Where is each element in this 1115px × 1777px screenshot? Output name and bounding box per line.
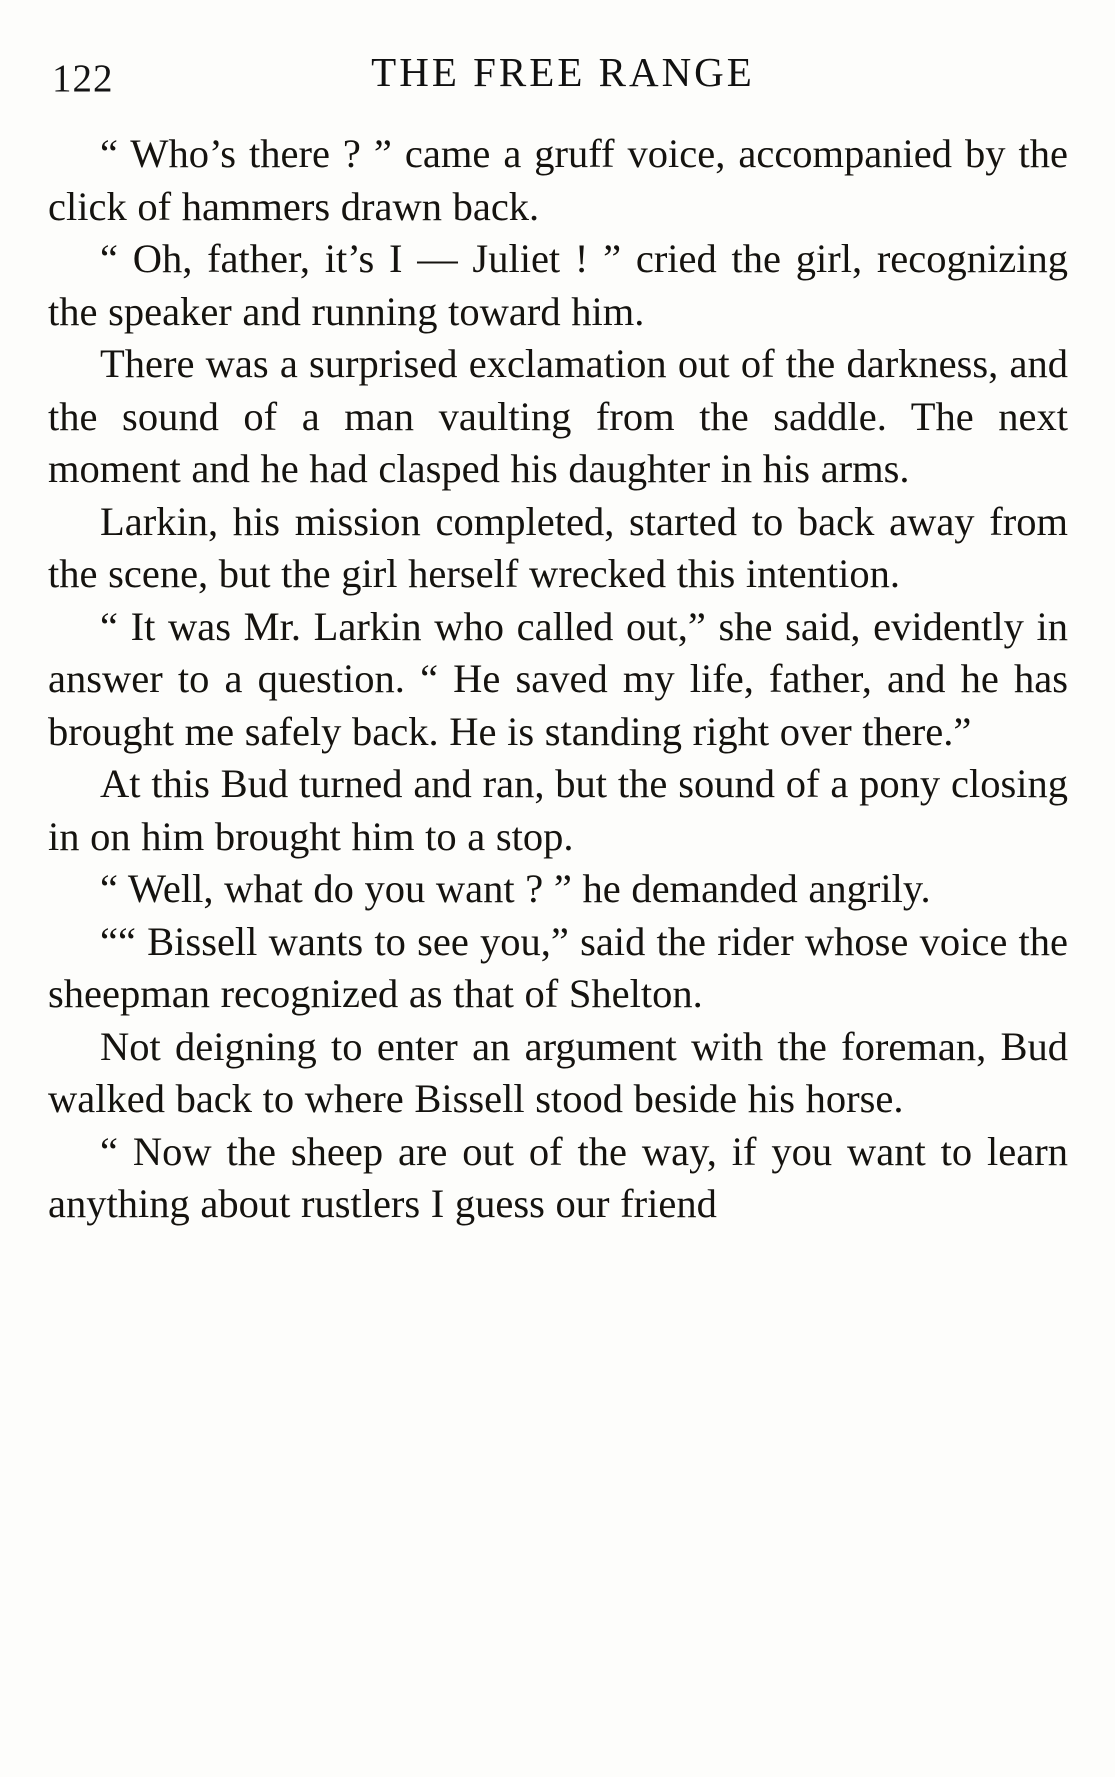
page-header	[52, 48, 1062, 108]
page-number: 122	[52, 57, 114, 100]
paragraph: There was a surprised exclamation out of the darkness, and the sound of a man vaulting from the saddle. The next moment and he had clasped his daughter in his arms.	[48, 341, 1068, 491]
running-head-title: THE FREE RANGE	[371, 49, 755, 95]
paragraph: “ Now the sheep are out of the way, if you want to learn anything about rustlers I guess our friend	[48, 1128, 1068, 1226]
paragraph: ““ Bissell wants to see you,” said the rider whose voice the sheepman recognized as that of Shelton.	[48, 918, 1068, 1016]
paragraph: “ Who’s there ? ” came a gruff voice, accompanied by the click of hammers drawn back.	[48, 131, 1068, 229]
paragraph: Not deigning to enter an argument with the foreman, Bud walked back to where Bissell stood beside his horse.	[48, 1023, 1068, 1121]
paragraph: At this Bud turned and ran, but the sound of a pony closing in on him brought him to a stop.	[48, 761, 1068, 859]
paragraph: “ It was Mr. Larkin who called out,” she said, evidently in answer to a question. “ He saved my life, father, and he has brought me safely back. He is standing right over there.”	[48, 603, 1068, 754]
paragraph: “ Oh, father, it’s I — Juliet ! ” cried the girl, recognizing the speaker and running toward him.	[48, 236, 1068, 334]
page-body	[48, 128, 1068, 1231]
paragraph: “ Well, what do you want ? ” he demanded angrily.	[100, 866, 931, 911]
paragraph: Larkin, his mission completed, started to back away from the scene, but the girl herself wrecked this intention.	[48, 498, 1068, 596]
